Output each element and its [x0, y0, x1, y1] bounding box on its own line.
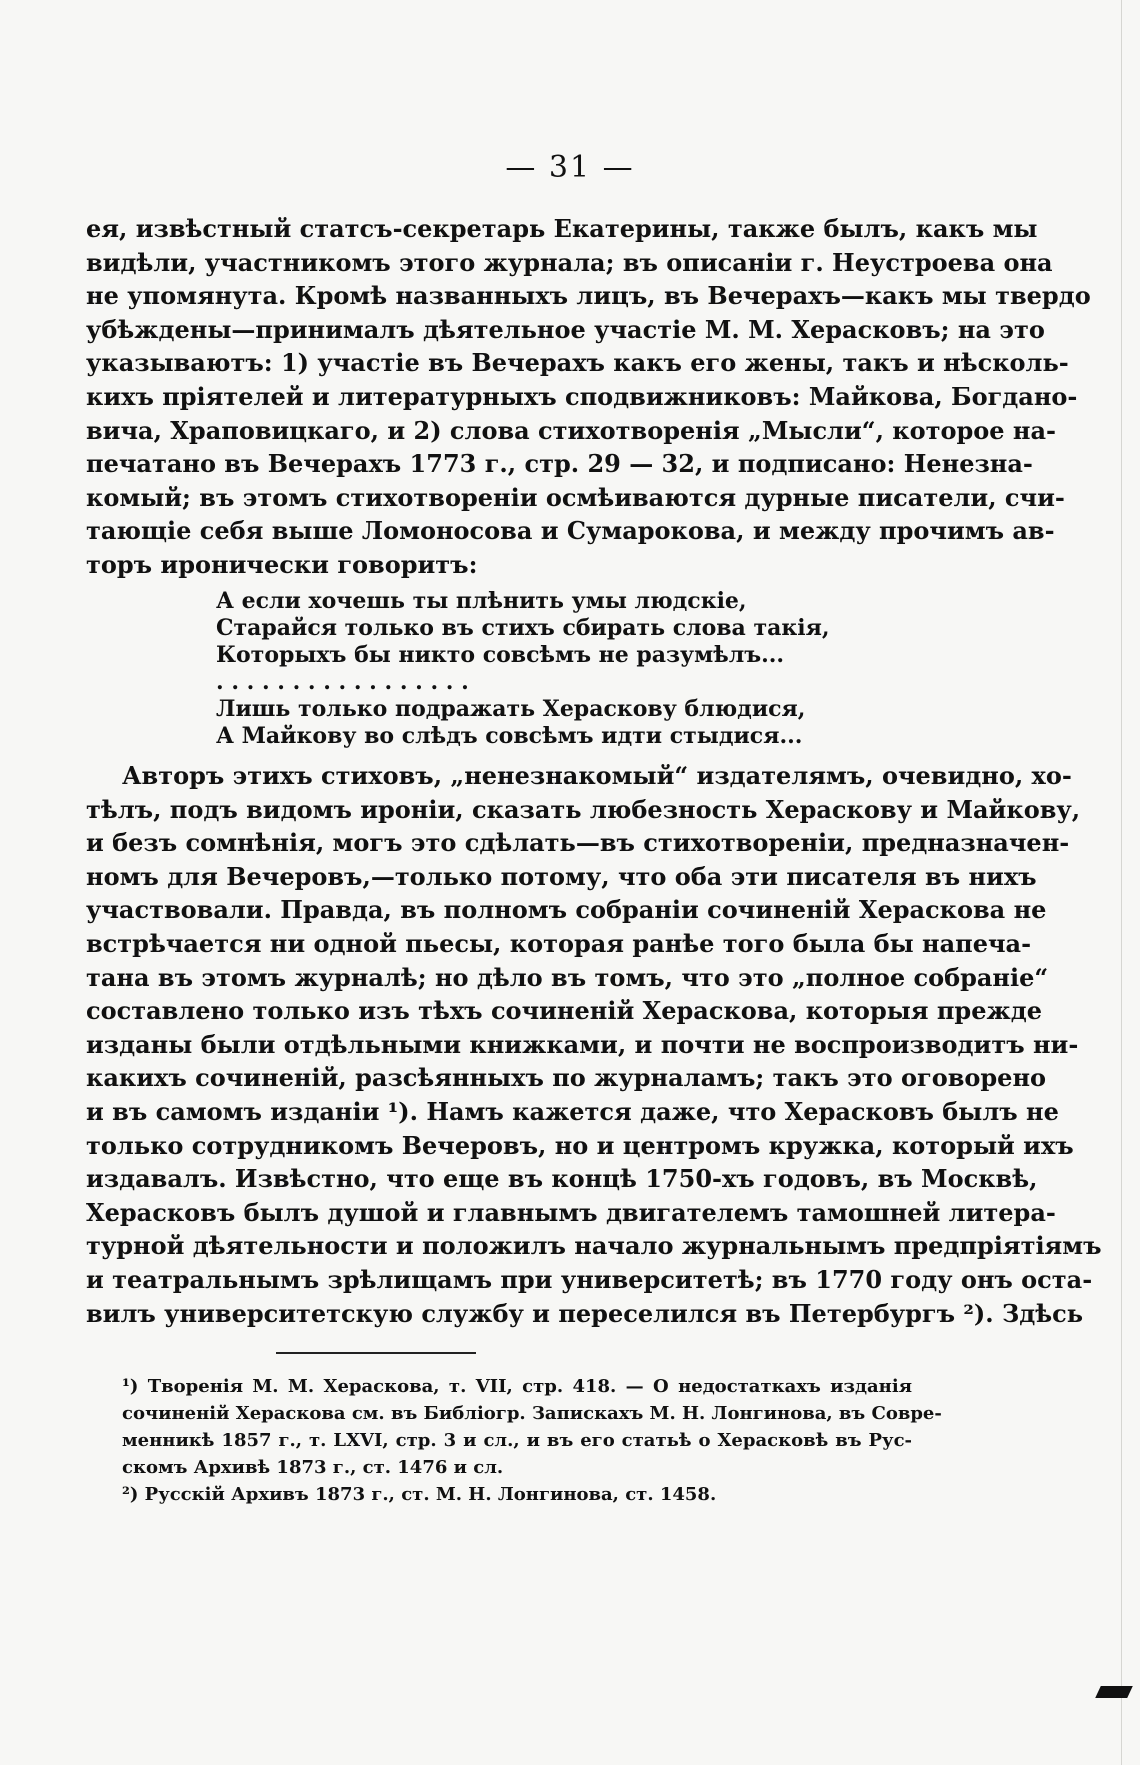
poem-ellipsis: . . . . . . . . . . . . . . . . . [216, 669, 469, 695]
footnote-2 [122, 1481, 912, 1508]
text-line: убѣждены—принималъ дѣятельное участіе М. М. Херасковъ; на это [86, 314, 1045, 344]
text-line: только сотрудникомъ Вечеровъ, но и центромъ кружка, который ихъ [86, 1130, 1074, 1160]
poem-line: Старайся только въ стихъ сбирать слова такія, [216, 615, 830, 641]
footnote-line: сочиненій Хераскова см. въ Библіогр. Запискахъ М. Н. Лонгинова, въ Совре- [122, 1403, 942, 1424]
footnote-line: ¹) Творенія М. М. Хераскова, т. VII, стр. 418. — О недостаткахъ изданія [122, 1376, 912, 1397]
footnote-separator [276, 1352, 476, 1354]
text-line: тана въ этомъ журналѣ; но дѣло въ томъ, что это „полное собраніе“ [86, 962, 1049, 992]
footnote-1 [122, 1373, 942, 1481]
text-line: и безъ сомнѣнія, могъ это сдѣлать—въ стихотвореніи, предназначен- [86, 828, 1070, 858]
footnote-line: менникѣ 1857 г., т. LXVI, стр. 3 и сл., и въ его статьѣ о Херасковѣ въ Рус- [122, 1430, 912, 1451]
text-line: тающіе себя выше Ломоносова и Сумарокова, и между прочимъ ав- [86, 516, 1055, 546]
text-line: указываютъ: 1) участіе въ Вечерахъ какъ его жены, такъ и нѣсколь- [86, 348, 1069, 378]
text-line: какихъ сочиненій, разсѣянныхъ по журналамъ; такъ это оговорено [86, 1063, 1047, 1093]
text-line: не упомянута. Кромѣ названныхъ лицъ, въ Вечерахъ—какъ мы твердо [86, 281, 1091, 311]
paragraph-1 [86, 212, 1091, 582]
text-line: и въ самомъ изданіи ¹). Намъ кажется даже, что Херасковъ былъ не [86, 1096, 1059, 1126]
text-line: печатано въ Вечерахъ 1773 г., стр. 29 — 32, и подписано: Ненезна- [86, 449, 1033, 479]
text-line: вилъ университетскую службу и переселился въ Петербургъ ²). Здѣсь [86, 1298, 1084, 1328]
text-line: номъ для Вечеровъ,—только потому, что оба эти писателя въ нихъ [86, 861, 1037, 891]
poem-line: А если хочешь ты плѣнить умы людскіе, [216, 588, 747, 614]
poem-line: А Майкову во слѣдъ совсѣмъ идти стыдися... [216, 723, 803, 749]
page-number: — 31 — [505, 150, 635, 185]
text-line: торъ иронически говоритъ: [86, 549, 478, 579]
scan-edge-line [1121, 0, 1122, 1765]
text-line: видѣли, участникомъ этого журнала; въ описаніи г. Неустроева она [86, 247, 1053, 277]
text-line: кихъ пріятелей и литературныхъ сподвижниковъ: Майкова, Богдано- [86, 381, 1078, 411]
poem-quote [216, 588, 830, 750]
text-line: турной дѣятельности и положилъ начало журнальнымъ предпріятіямъ [86, 1231, 1102, 1261]
text-line: комый; въ этомъ стихотвореніи осмѣиваются дурные писатели, счи- [86, 482, 1065, 512]
text-line: изданы были отдѣльными книжками, и почти не воспроизводитъ ни- [86, 1029, 1079, 1059]
poem-line: Лишь только подражать Хераскову блюдися, [216, 696, 806, 722]
text-line: Авторъ этихъ стиховъ, „ненезнакомый“ издателямъ, очевидно, хо- [122, 761, 1072, 790]
text-line: составлено только изъ тѣхъ сочиненій Хераскова, которыя прежде [86, 996, 1042, 1026]
text-line: и театральнымъ зрѣлищамъ при университетѣ; въ 1770 году онъ оста- [86, 1264, 1093, 1294]
text-line: тѣлъ, подъ видомъ ироніи, сказать любезность Хераскову и Майкову, [86, 794, 1081, 824]
text-line: участвовали. Правда, въ полномъ собраніи сочиненій Хераскова не [86, 895, 1047, 925]
text-line: встрѣчается ни одной пьесы, которая ранѣе того была бы напеча- [86, 928, 1032, 958]
text-line: вича, Храповицкаго, и 2) слова стихотворенія „Мысли“, которое на- [86, 415, 1057, 445]
text-line: ея, извѣстный статсъ-секретарь Екатерины, также былъ, какъ мы [86, 214, 1038, 243]
text-line: издавалъ. Извѣстно, что еще въ концѣ 1750-хъ годовъ, въ Москвѣ, [86, 1164, 1038, 1194]
scan-artifact-mark [1095, 1686, 1133, 1698]
poem-line: Которыхъ бы никто совсѣмъ не разумѣлъ... [216, 642, 785, 668]
text-line: Херасковъ былъ душой и главнымъ двигателемъ тамошней литера- [86, 1197, 1056, 1227]
paragraph-2 [86, 759, 1102, 1330]
footnote-line: скомъ Архивѣ 1873 г., ст. 1476 и сл. [122, 1457, 504, 1478]
footnote-line: ²) Русскій Архивъ 1873 г., ст. М. Н. Лонгинова, ст. 1458. [122, 1484, 717, 1505]
